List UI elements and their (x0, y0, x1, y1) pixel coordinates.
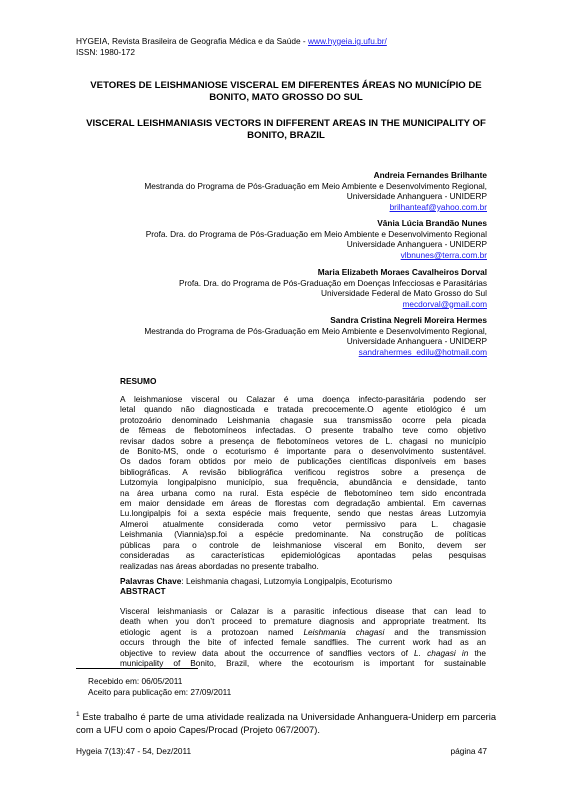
resumo-line: Leishmania (Viannia)sp.foi a espécie predominante. Na construção de políticas (120, 529, 486, 540)
journal-url-link[interactable]: www.hygeia.ig.ufu.br/ (307, 36, 387, 46)
resumo-line: protozoário denominado Leishmania chagasie sua transmissão ocorre pela picada (120, 414, 486, 425)
resumo-line: realizadas nas áreas abordadas no presente trabalho. (120, 560, 319, 571)
journal-header (76, 36, 387, 57)
author-affiliation: Universidade Anhanguera - UNIDERP (346, 191, 487, 202)
resumo-line: Lu.longipalpis foi a sexta espécie mais frequente, sendo que nestas áreas Lutzomyia (120, 508, 486, 519)
author-affiliation: Universidade Anhanguera - UNIDERP (346, 239, 487, 250)
received-date: Recebido em: 06/05/2011 (88, 676, 183, 686)
author-name: Maria Elizabeth Moraes Cavalheiros Dorval (317, 267, 487, 277)
resumo-line: públicas para o controle de leishmaniose visceral em Bonito, devem ser (120, 539, 486, 550)
abstract-text: objective to review data about the occurrence of sandflies vectors of (120, 647, 415, 658)
resumo-line: Os dados foram obtidos por meio de publicações científicas disponíveis em bases (120, 456, 486, 467)
keywords-text: : Leishmania chagasi, Lutzomyia Longipalpis, Ecoturismo (181, 576, 393, 586)
resumo-line: bibliográficas. A revisão bibliográfica verificou registros sobre a presença de (120, 466, 486, 477)
author-affiliation: Profa. Dra. do Programa de Pós-Graduação em Doenças Infecciosas e Parasitárias (178, 277, 487, 288)
abstract-italic-text: Leishmania chagasi (303, 626, 385, 637)
footnote-text: Este trabalho é parte de uma atividade realizada na Universidade Anhanguera-Uniderp em parceria com a UFU com o apoio Capes/Procad (Projeto 067/2007). (76, 712, 496, 735)
resumo-line: de fêmeas de flebotomíneos infectadas. O presente trabalho teve como objetivo (120, 425, 486, 436)
title-english: VISCERAL LEISHMANIASIS VECTORS IN DIFFERENT AREAS IN THE MUNICIPALITY OF BONITO, BRAZIL (86, 118, 486, 141)
author-email-link[interactable]: vlbnunes@terra.com.br (400, 249, 487, 260)
abstract-text: and the transmission (384, 626, 486, 637)
author-block-4 (144, 315, 487, 357)
publication-dates (88, 676, 231, 697)
abstract-line (120, 658, 486, 668)
resumo-line: de Bonito-MS, onde o ecoturismo é importante para o desenvolvimento sustentável. (120, 446, 486, 457)
author-affiliation: Mestranda do Programa de Pós-Graduação em Meio Ambiente e Desenvolvimento Regional, (144, 180, 487, 191)
abstract-text: municipality of Bonito, Brazil, where the ecotourism is important for sustainable (120, 658, 486, 669)
page-footer-citation: Hygeia 7(13):47 - 54, Dez/2011 (76, 746, 192, 756)
author-name: Vânia Lúcia Brandão Nunes (377, 218, 487, 228)
author-affiliation: Mestranda do Programa de Pós-Graduação em Meio Ambiente e Desenvolvimento Regional, (144, 325, 487, 336)
abstract-body (120, 606, 486, 668)
page-number: página 47 (450, 746, 487, 756)
abstract-line (120, 648, 486, 658)
author-affiliation: Universidade Anhanguera - UNIDERP (346, 336, 487, 347)
footnote-mark: 1 (76, 711, 80, 718)
abstract-heading: ABSTRACT (120, 586, 166, 597)
author-name: Andreia Fernandes Brilhante (373, 170, 487, 180)
author-block-2 (146, 218, 487, 260)
resumo-heading: RESUMO (120, 376, 157, 386)
author-block-1 (144, 170, 487, 212)
abstract-text: death when you don’t proceed to premature diagnosis and appropriate treatment. Its (120, 616, 486, 627)
resumo-line: em maior densidade em áreas de florestas com degradação ambiental. Em cavernas (120, 498, 486, 509)
keywords-label: Palavras Chave (120, 576, 182, 586)
title-portuguese: VETORES DE LEISHMANIOSE VISCERAL EM DIFERENTES ÁREAS NO MUNICÍPIO DE BONITO, MATO GROSSO DO SUL (90, 80, 482, 103)
author-email-link[interactable]: brilhanteaf@yahoo.com.br (389, 201, 487, 212)
abstract-line (120, 606, 486, 616)
resumo-line: letal quando não diagnosticada e tratada precocemente.O agente etiológico é um (120, 404, 486, 415)
abstract-line (120, 637, 486, 647)
abstract-italic-text: L. chagasi in (414, 647, 469, 658)
author-email-link[interactable]: sandrahermes_edilu@hotmail.com (358, 346, 487, 357)
resumo-line: consideradas as características epidemiológicas apontadas pelas pesquisas (120, 550, 486, 561)
journal-name: HYGEIA, Revista Brasileira de Geografia Médica e da Saúde - (76, 36, 308, 46)
footnote-divider (76, 668, 198, 669)
author-email-link[interactable]: mecdorval@gmail.com (402, 298, 487, 309)
keywords (120, 576, 392, 597)
resumo-line: revisar dados sobre a presença de flebotomíneos vetores de L. chagasi no município (120, 435, 486, 446)
accepted-date: Aceito para publicação em: 27/09/2011 (88, 686, 232, 697)
resumo-line: Lutzomyia longipalpisno município, sua frequência, abundância e densidade, tanto (120, 477, 486, 488)
abstract-text: Visceral leishmaniasis or Calazar is a parasitic infectious disease that can lead to (120, 606, 486, 616)
issn: ISSN: 1980-172 (76, 46, 136, 57)
author-affiliation: Universidade Federal de Mato Grosso do Sul (320, 288, 487, 299)
author-affiliation: Profa. Dra. do Programa de Pós-Graduação em Meio Ambiente e Desenvolvimento Regional (145, 228, 487, 239)
abstract-line (120, 616, 486, 626)
abstract-text: the (468, 647, 486, 658)
abstract-text: occurs through the bite of infected female sandflies. The current work had as an (120, 637, 486, 648)
resumo-line: A leishmaniose visceral ou Calazar é uma doença infecto-parasitária podendo ser (120, 394, 486, 404)
resumo-line: Almeroi atualmente considerada como vetor permissivo para L. chagasie (120, 518, 486, 529)
resumo-body (120, 394, 486, 571)
author-block-3 (179, 267, 487, 309)
abstract-text: etiologic agent is a protozoan named (120, 626, 304, 637)
footnote (76, 709, 496, 736)
author-name: Sandra Cristina Negreli Moreira Hermes (330, 315, 487, 325)
resumo-line: na área urbana como na rural. Esta espécie de flebotomíneo tem sido encontrada (120, 487, 486, 498)
abstract-line (120, 627, 486, 637)
